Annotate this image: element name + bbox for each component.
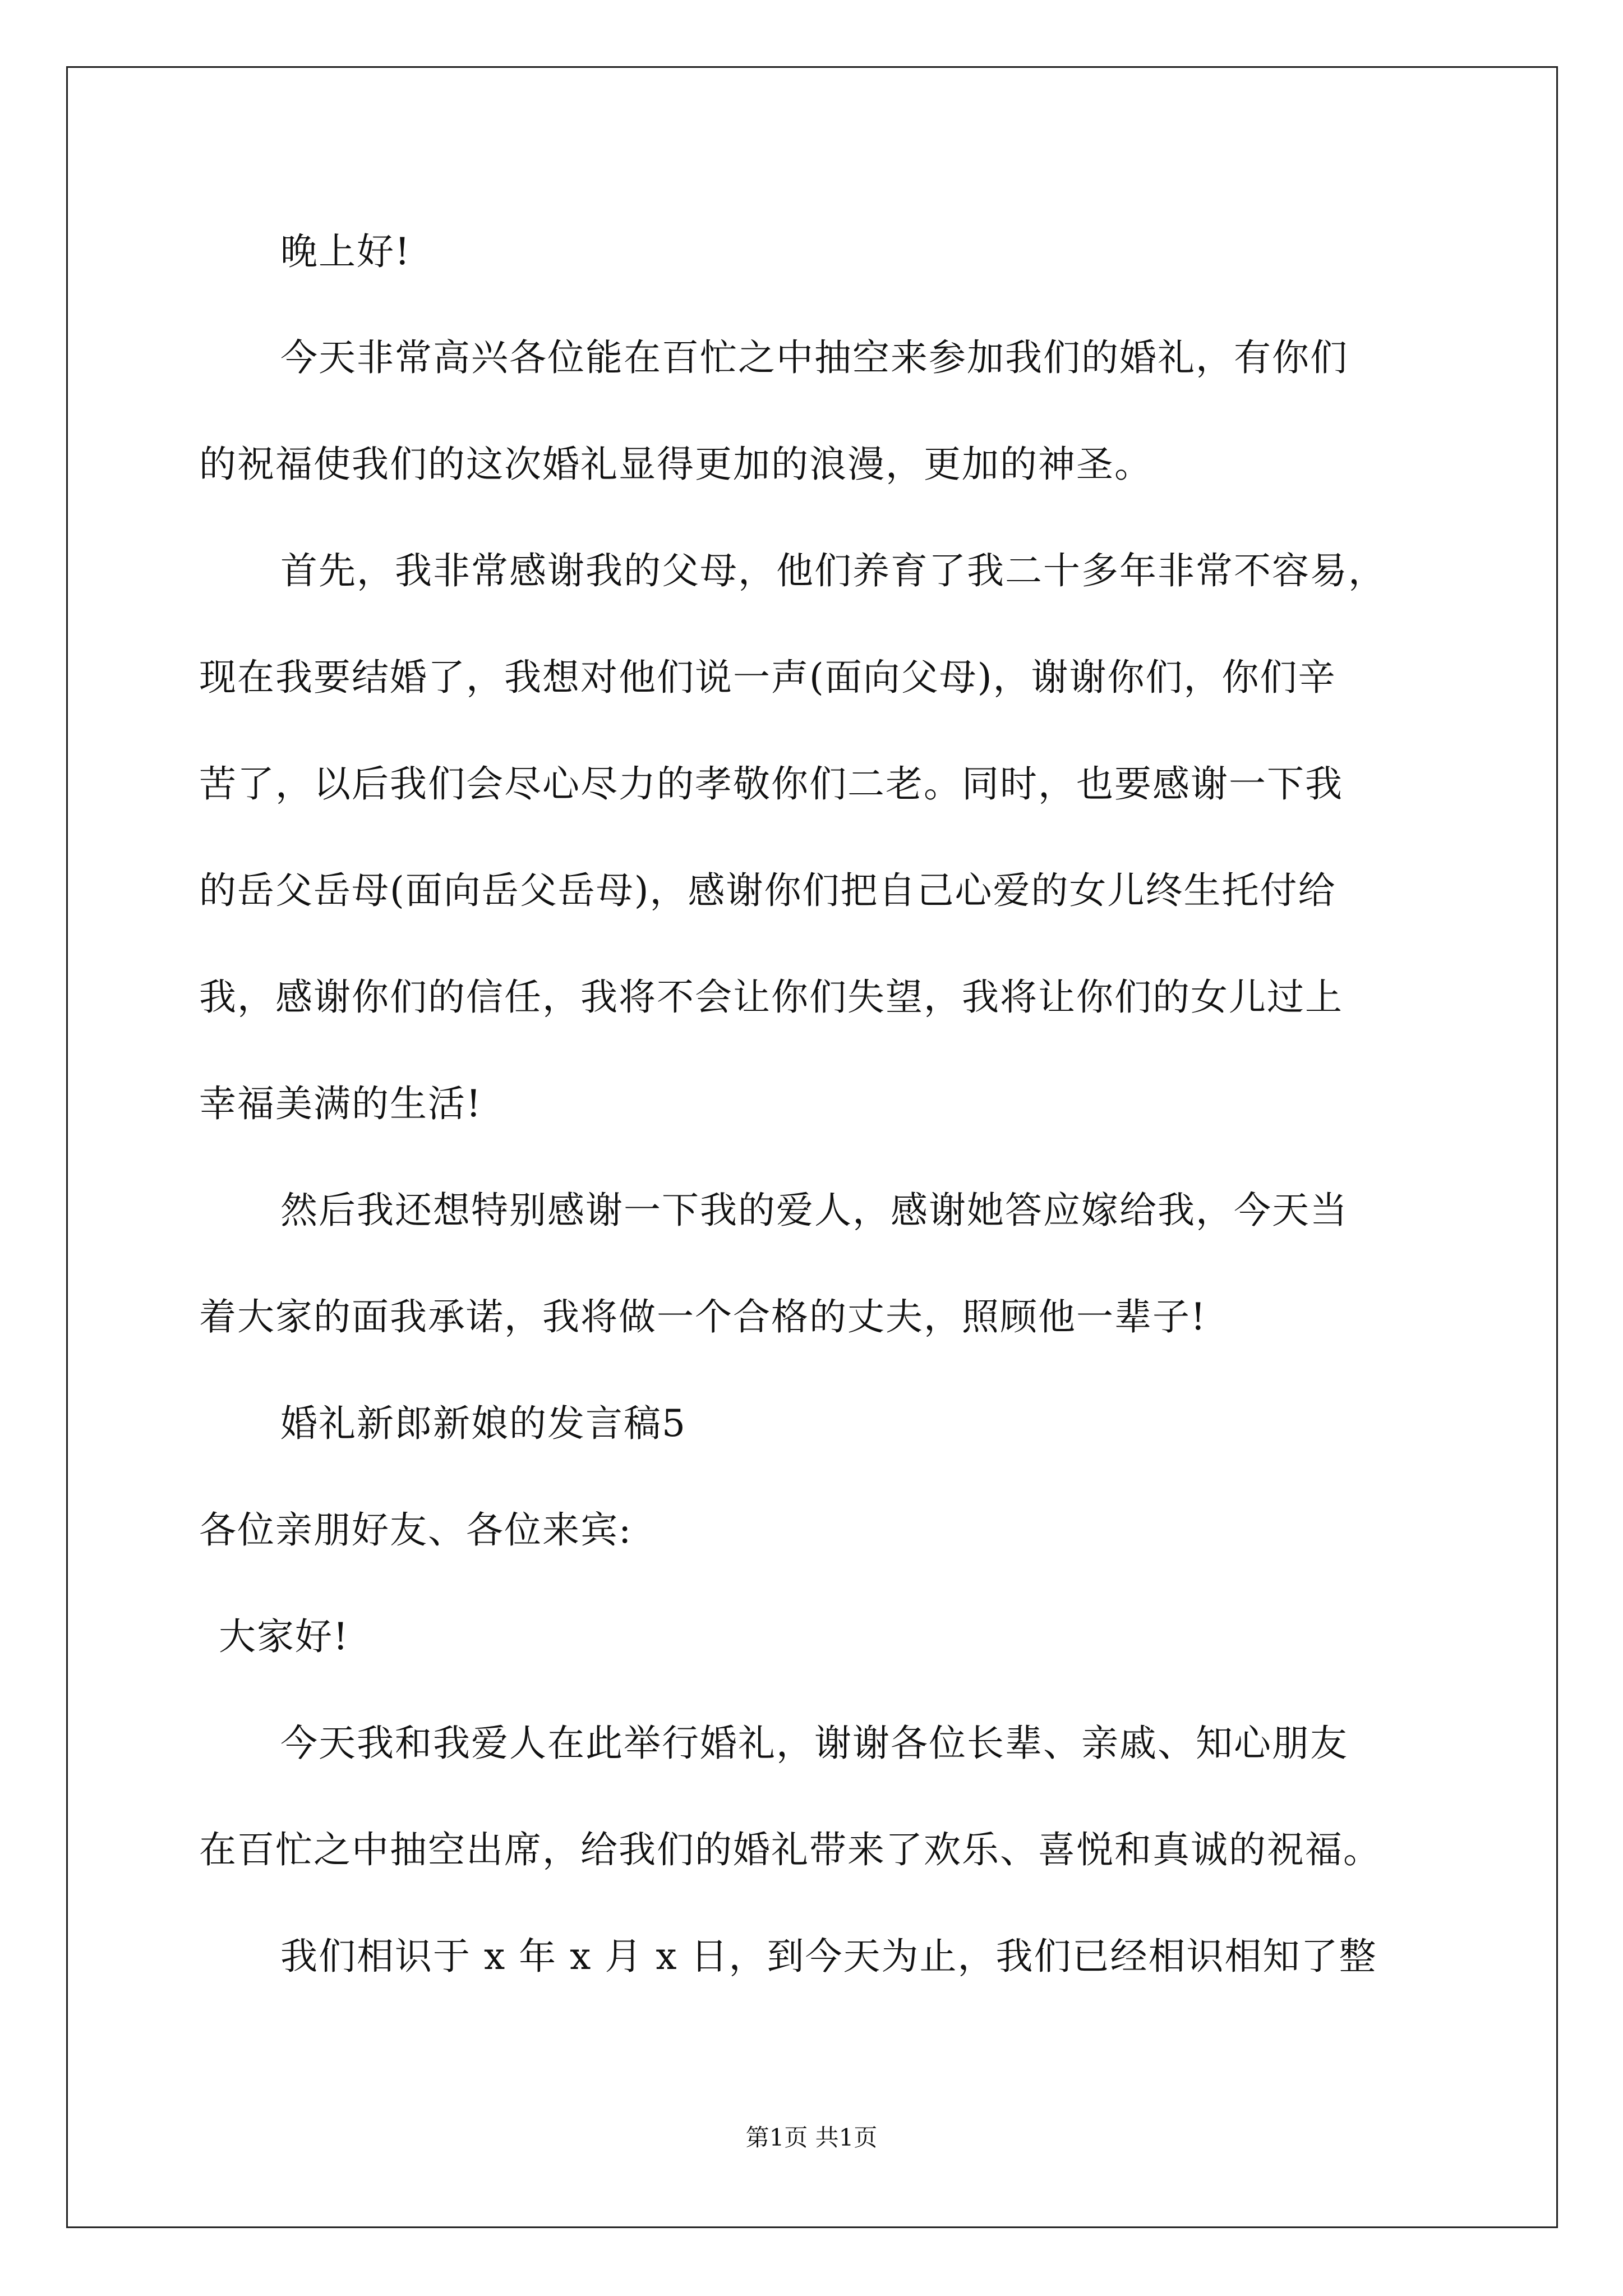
salutation: 各位亲朋好友、各位来宾:: [199, 1508, 633, 1552]
text-line: 我，感谢你们的信任，我将不会让你们失望，我将让你们的女儿过上: [199, 976, 1343, 1019]
text-line: 的岳父岳母(面向岳父岳母)，感谢你们把自己心爱的女儿终生托付给: [199, 869, 1336, 912]
page-border: [66, 66, 1558, 2228]
section-heading: 婚礼新郎新娘的发言稿5: [280, 1402, 686, 1445]
text-line: 现在我要结婚了，我想对他们说一声(面向父母)，谢谢你们，你们辛: [199, 656, 1336, 699]
text-line: 今天非常高兴各位能在百忙之中抽空来参加我们的婚礼，有你们: [280, 336, 1348, 379]
text-line: 着大家的面我承诺，我将做一个合格的丈夫，照顾他一辈子!: [199, 1295, 1207, 1338]
text-line: 幸福美满的生活!: [199, 1082, 482, 1125]
text-line: 然后我还想特别感谢一下我的爱人，感谢她答应嫁给我，今天当: [280, 1189, 1348, 1232]
text-line: 今天我和我爱人在此举行婚礼，谢谢各位长辈、亲戚、知心朋友: [280, 1722, 1348, 1765]
page-footer: 第1页 共1页: [745, 2124, 878, 2151]
text-line: 晚上好!: [280, 230, 411, 273]
text-line: 在百忙之中抽空出席，给我们的婚礼带来了欢乐、喜悦和真诚的祝福。: [199, 1828, 1381, 1871]
text-line: 首先，我非常感谢我的父母，他们养育了我二十多年非常不容易，: [280, 549, 1386, 592]
text-line: 的祝福使我们的这次婚礼显得更加的浪漫，更加的神圣。: [199, 443, 1152, 486]
greeting: 大家好!: [219, 1615, 349, 1658]
text-line: 我们相识于 x 年 x 月 x 日，到今天为止，我们已经相识相知了整: [280, 1935, 1377, 1978]
text-line: 苦了，以后我们会尽心尽力的孝敬你们二老。同时，也要感谢一下我: [199, 762, 1343, 806]
